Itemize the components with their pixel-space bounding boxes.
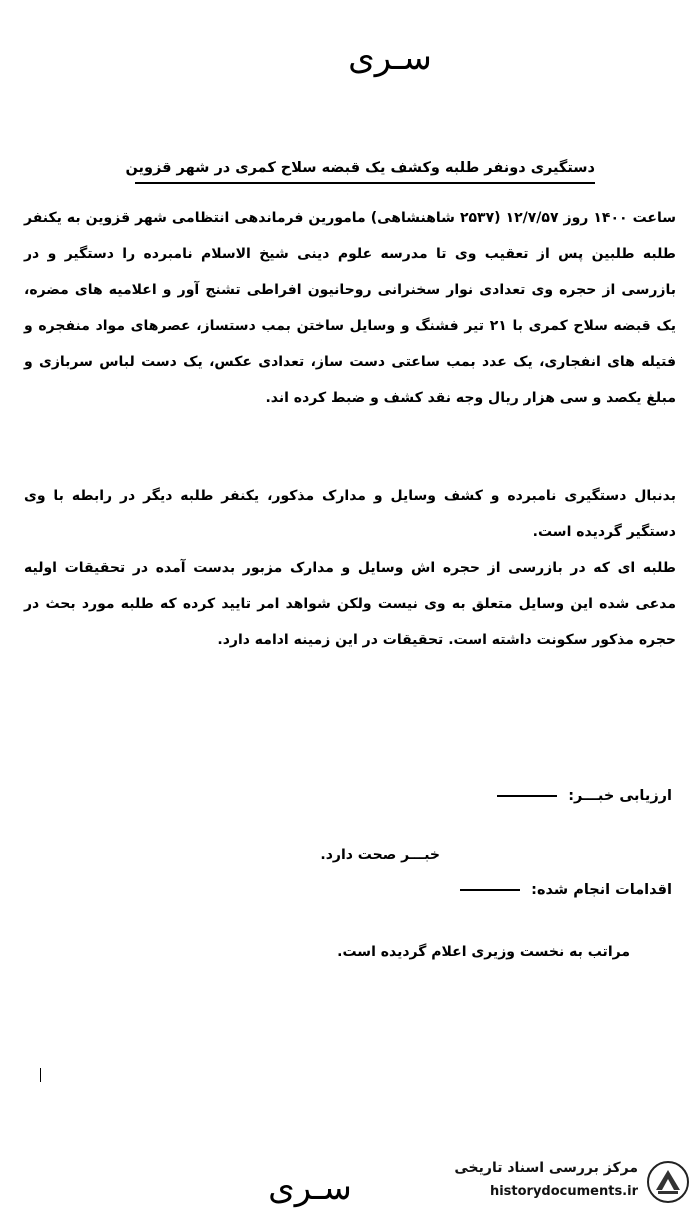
watermark-url: historydocuments.ir	[489, 1184, 638, 1199]
assessment-value: خبـــر صحت دارد.	[320, 847, 440, 863]
archive-watermark	[418, 1158, 690, 1206]
assessment-label	[497, 788, 672, 804]
document-title: دستگیری دونفر طلبه وکشف یک قبضه سلاح کمری در شهر قزوین	[135, 160, 595, 184]
assessment-underline	[497, 795, 557, 797]
archive-logo-icon	[646, 1160, 690, 1204]
body-paragraph-3: طلبه ای که در بازرسی از حجره اش وسایل و مدارک مزبور بدست آمده در تحقیقات اولیه مدعی شده این وسایل متعلق به وی نیست ولکن شواهد امر تایید کرده که طلبه مورد بحث در حجره مذکور سکونت داشته است. تحقیقات در این زمینه ادامه دارد.	[24, 560, 676, 648]
body-paragraph-2: بدنبال دستگیری نامبرده و کشف وسایل و مدارک مذکور، یکنفر طلبه دیگر در رابطه با وی دستگیر گردیده است.	[24, 488, 676, 540]
actions-label	[460, 882, 672, 898]
margin-mark	[40, 1068, 41, 1082]
assessment-label-text: ارزیابی خبـــر:	[568, 788, 672, 804]
actions-value: مراتب به نخست وزیری اعلام گردیده است.	[337, 944, 630, 960]
classification-top: سـری	[348, 38, 432, 78]
watermark-title: مرکز بررسی اسناد تاریخی	[454, 1160, 638, 1176]
classification-bottom: سـری	[268, 1168, 352, 1208]
actions-label-text: اقدامات انجام شده:	[531, 882, 672, 898]
body-paragraph-1: ساعت ۱۴۰۰ روز ۱۲/۷/۵۷ (۲۵۳۷ شاهنشاهی) مامورین فرماندهی انتظامی شهر قزوین به یکنفر طلبه طلبین پس از تعقیب وی تا مدرسه علوم دینی شیخ الاسلام نامبرده را دستگیر و در بازرسی از حجره وی تعدادی نوار سخنرانی روحانیون افراطی تشنج آور و اعلامیه های مضره، یک قبضه سلاح کمری با ۲۱ تیر فشنگ و وسایل ساختن بمب دستساز، عصرهای مواد منفجره و فتیله های انفجاری، یک عدد بمب ساعتی دست ساز، تعدادی عکس، یک دست لباس سربازی و مبلغ یکصد و سی هزار ریال وجه نقد کشف و ضبط کرده اند.	[24, 210, 676, 406]
actions-underline	[460, 889, 520, 891]
